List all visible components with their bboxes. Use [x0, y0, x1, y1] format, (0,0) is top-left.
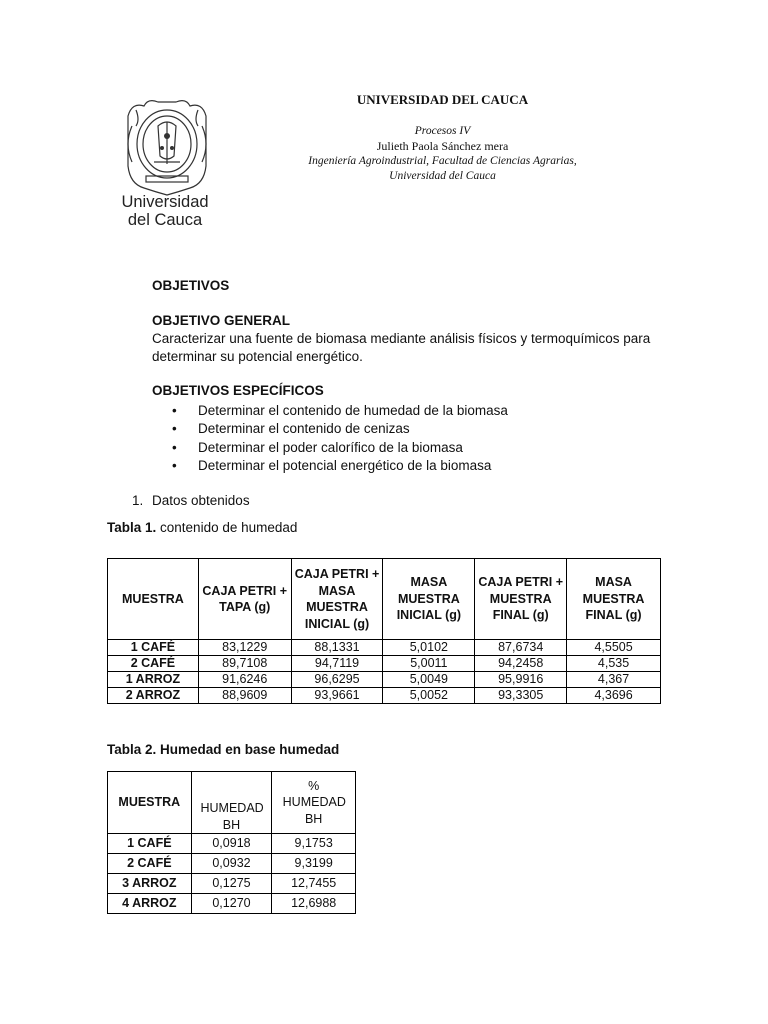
column-header: MASA MUESTRA FINAL (g)	[567, 559, 661, 640]
general-objective-heading: OBJETIVO GENERAL	[152, 313, 291, 328]
table-cell: 2 ARROZ	[108, 688, 199, 704]
table-cell: 9,1753	[272, 834, 356, 854]
logo-caption	[113, 193, 217, 229]
table-cell: 0,1270	[191, 894, 272, 914]
column-header: CAJA PETRI + TAPA (g)	[198, 559, 291, 640]
table-cell: 93,9661	[291, 688, 383, 704]
table-header-row	[108, 559, 661, 640]
column-header: CAJA PETRI + MUESTRA FINAL (g)	[475, 559, 567, 640]
table-cell: 83,1229	[198, 640, 291, 656]
author-name: Julieth Paola Sánchez mera	[376, 139, 509, 153]
table-cell: 4,3696	[567, 688, 661, 704]
university-seal-logo	[118, 96, 216, 196]
column-header-text: HUMEDAD BH	[200, 801, 264, 832]
objectives-heading: OBJETIVOS	[152, 278, 230, 293]
table-cell: 4 ARROZ	[108, 894, 192, 914]
column-header: MUESTRA	[108, 772, 192, 834]
column-header-text: % HUMEDAD BH	[282, 778, 346, 826]
table-cell: 4,367	[567, 672, 661, 688]
course-name: Procesos IV	[414, 125, 471, 137]
wet-basis-moisture-table	[107, 771, 356, 914]
table-cell: 87,6734	[475, 640, 567, 656]
list-item: • Determinar el poder calorífico de la biomasa	[172, 439, 508, 457]
column-header	[191, 772, 272, 834]
table-cell: 3 ARROZ	[108, 874, 192, 894]
moisture-table	[107, 558, 661, 704]
table-row	[108, 894, 356, 914]
table-cell: 0,0918	[191, 834, 272, 854]
table-cell: 5,0052	[383, 688, 475, 704]
table-row	[108, 854, 356, 874]
table-cell: 0,1275	[191, 874, 272, 894]
table-header-row	[108, 772, 356, 834]
table-cell: 94,2458	[475, 656, 567, 672]
table-cell: 2 CAFÉ	[108, 656, 199, 672]
column-header: MUESTRA	[108, 559, 199, 640]
table-cell: 4,5505	[567, 640, 661, 656]
table-cell: 94,7119	[291, 656, 383, 672]
table-cell: 5,0011	[383, 656, 475, 672]
table-cell: 12,7455	[272, 874, 356, 894]
section-heading	[132, 493, 250, 508]
table-cell: 88,1331	[291, 640, 383, 656]
logo-text-line1: Universidad	[121, 193, 209, 211]
table-cell: 12,6988	[272, 894, 356, 914]
table-cell: 9,3199	[272, 854, 356, 874]
table1-caption-label: Tabla 1.	[107, 520, 157, 535]
table-cell: 4,535	[567, 656, 661, 672]
table-cell: 2 CAFÉ	[108, 854, 192, 874]
general-objective-text: Caracterizar una fuente de biomasa mediante análisis físicos y termoquímicos para determinar su potencial energético.	[152, 331, 651, 364]
seal-emblem-icon	[118, 96, 216, 196]
table-row	[108, 834, 356, 854]
table1-caption-text: contenido de humedad	[156, 520, 298, 535]
table-row	[108, 688, 661, 704]
table-cell: 0,0932	[191, 854, 272, 874]
list-item: • Determinar el potencial energético de la biomasa	[172, 457, 508, 475]
table-cell: 93,3305	[475, 688, 567, 704]
column-header: CAJA PETRI + MASA MUESTRA INICIAL (g)	[291, 559, 383, 640]
table-cell: 1 ARROZ	[108, 672, 199, 688]
university-title: UNIVERSIDAD DEL CAUCA	[356, 92, 529, 107]
table-row	[108, 656, 661, 672]
list-item: • Determinar el contenido de cenizas	[172, 420, 508, 438]
table1-caption	[107, 520, 297, 535]
table-cell: 91,6246	[198, 672, 291, 688]
table-cell: 95,9916	[475, 672, 567, 688]
table-cell: 1 CAFÉ	[108, 640, 199, 656]
specific-objectives-heading: OBJETIVOS ESPECÍFICOS	[152, 383, 324, 398]
list-item: • Determinar el contenido de humedad de la biomasa	[172, 402, 508, 420]
table-row	[108, 672, 661, 688]
table-cell: 89,7108	[198, 656, 291, 672]
specific-objectives-list	[172, 402, 508, 475]
table-cell: 88,9609	[198, 688, 291, 704]
section-title: Datos obtenidos	[152, 493, 250, 508]
table-cell: 1 CAFÉ	[108, 834, 192, 854]
section-number: 1.	[132, 493, 144, 508]
table-cell: 5,0049	[383, 672, 475, 688]
column-header: MASA MUESTRA INICIAL (g)	[383, 559, 475, 640]
logo-text-line2: del Cauca	[127, 211, 203, 229]
table-cell: 96,6295	[291, 672, 383, 688]
table-row	[108, 874, 356, 894]
affiliation-line2: Universidad del Cauca	[389, 170, 496, 182]
document-header	[240, 92, 645, 184]
table-cell: 5,0102	[383, 640, 475, 656]
table2-caption: Tabla 2. Humedad en base humedad	[107, 742, 340, 757]
affiliation-line1: Ingeniería Agroindustrial, Facultad de Ciencias Agrarias,	[308, 155, 577, 167]
column-header	[272, 772, 356, 834]
table-row	[108, 640, 661, 656]
